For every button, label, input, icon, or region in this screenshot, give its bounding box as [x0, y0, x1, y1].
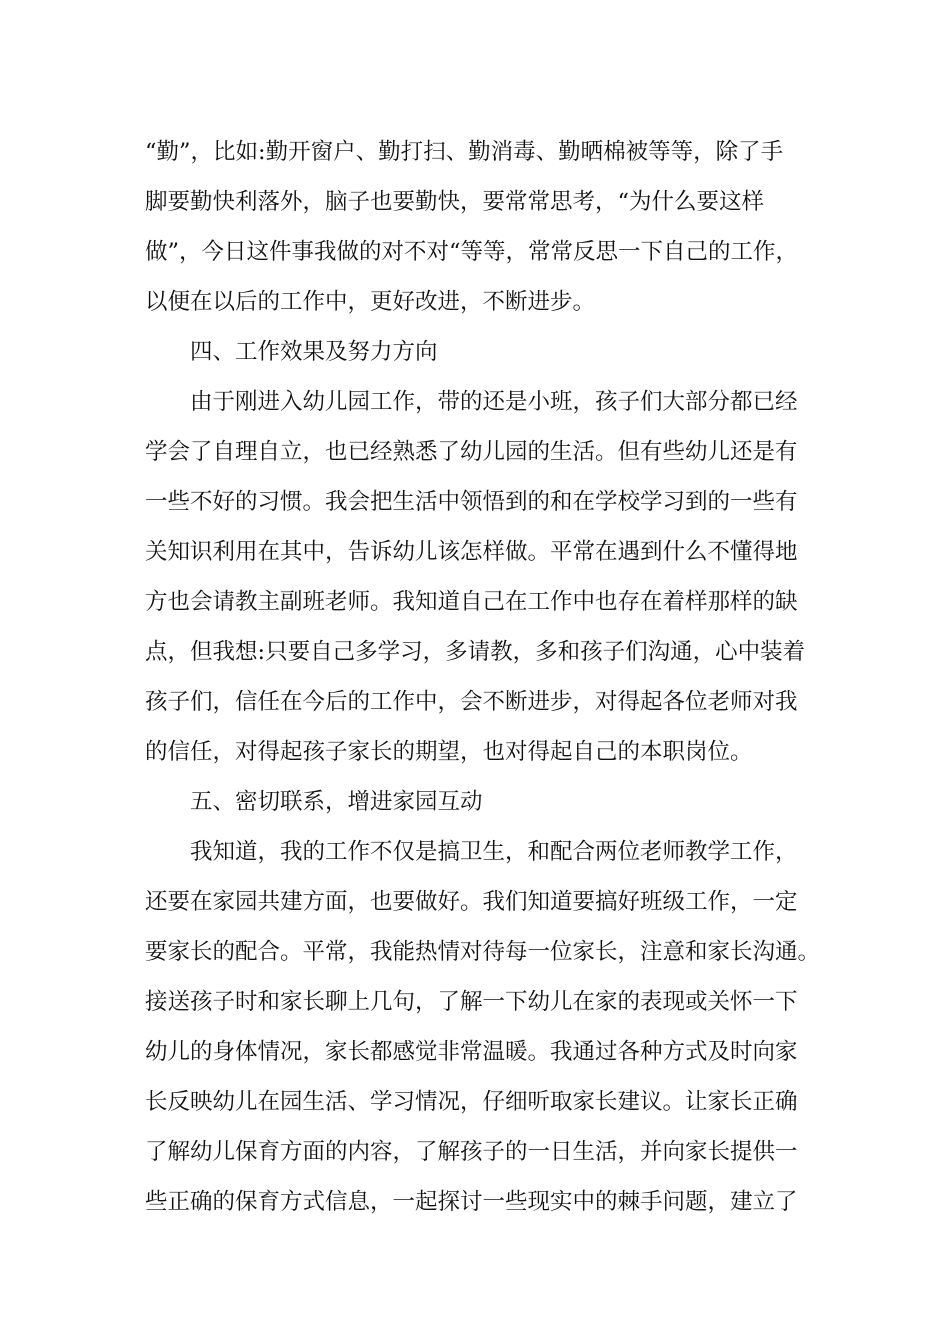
section-heading: 四、工作效果及努力方向 — [190, 339, 438, 365]
paragraph-line: 了解幼儿保育方面的内容，了解孩子的一日生活，并向家长提供一 — [145, 1139, 798, 1165]
paragraph-line: 学会了自理自立，也已经熟悉了幼儿园的生活。但有些幼儿还是有 — [145, 439, 798, 465]
paragraph-line: 关知识利用在其中，告诉幼儿该怎样做。平常在遇到什么不懂得地 — [145, 539, 798, 565]
paragraph-line: 脚要勤快利落外，脑子也要勤快，要常常思考，“为什么要这样 — [145, 189, 765, 215]
paragraph-line: 孩子们，信任在今后的工作中，会不断进步，对得起各位老师对我 — [145, 689, 798, 715]
paragraph-line: 点，但我想:只要自己多学习，多请教，多和孩子们沟通，心中装着 — [145, 639, 806, 665]
paragraph-line: 方也会请教主副班老师。我知道自己在工作中也存在着样那样的缺 — [145, 589, 798, 615]
paragraph-line: 幼儿的身体情况，家长都感觉非常温暖。我通过各种方式及时向家 — [145, 1039, 798, 1065]
paragraph-line: 还要在家园共建方面，也要做好。我们知道要搞好班级工作，一定 — [145, 889, 798, 915]
paragraph-line: 做”，今日这件事我做的对不对“等等，常常反思一下自己的工作， — [145, 239, 799, 265]
paragraph-line: 长反映幼儿在园生活、学习情况，仔细听取家长建议。让家长正确 — [145, 1089, 798, 1115]
paragraph-line: 接送孩子时和家长聊上几句，了解一下幼儿在家的表现或关怀一下 — [145, 989, 798, 1015]
paragraph-line: 的信任，对得起孩子家长的期望，也对得起自己的本职岗位。 — [145, 739, 753, 765]
paragraph-line: 要家长的配合。平常，我能热情对待每一位家长，注意和家长沟通。 — [145, 939, 821, 965]
section-heading: 五、密切联系，增进家园互动 — [190, 789, 483, 815]
paragraph-line: 些正确的保育方式信息，一起探讨一些现实中的棘手问题，建立了 — [145, 1189, 798, 1215]
paragraph-line: 我知道，我的工作不仅是搞卫生，和配合两位老师教学工作， — [190, 839, 798, 865]
paragraph-line: 以便在以后的工作中，更好改进，不断进步。 — [145, 289, 596, 315]
paragraph-line: 由于刚进入幼儿园工作，带的还是小班，孩子们大部分都已经 — [190, 389, 798, 415]
paragraph-line: “勤”，比如:勤开窗户、勤打扫、勤消毒、勤晒棉被等等，除了手 — [145, 139, 784, 165]
paragraph-line: 一些不好的习惯。我会把生活中领悟到的和在学校学习到的一些有 — [145, 489, 798, 515]
